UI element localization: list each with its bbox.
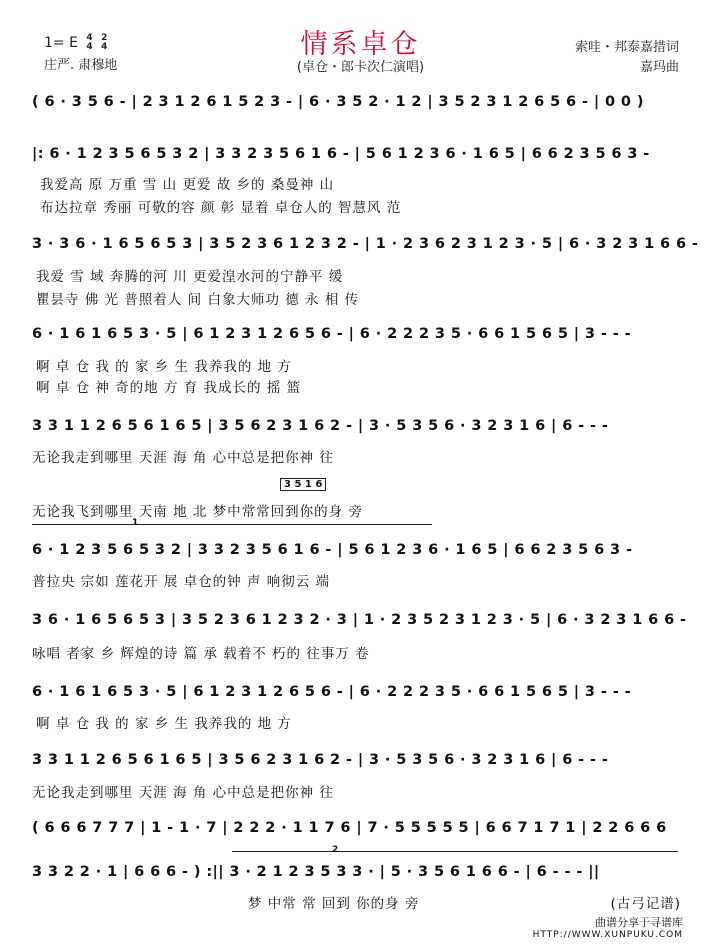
tempo-marking: 庄严. 肃穆地	[44, 58, 118, 73]
lyric-line: 啊 卓 仓 神 奇的地 方 育 我成长的 摇 篮	[36, 380, 302, 396]
notation-line: 3 3 1 1 2 6 5 6 1 6 5 | 3 5 6 2 3 1 6 2 - | 3 · 5 3 5 6 · 3 2 3 1 6 | 6 - - -	[32, 418, 609, 434]
key-signature: 1= E 4 4 2 4	[44, 33, 108, 52]
lyric-line: 瞿昙寺 佛 光 普照着人 间 白象大师功 德 永 相 传	[36, 292, 360, 308]
lyric-line: 咏唱 者家 乡 辉煌的诗 篇 承 载着不 朽的 往事万 卷	[32, 646, 370, 662]
notation-line: 3 3 2 2 · 1 | 6 6 6 - ) :|| 3 · 2 1 2 3 5 3 3 · | 5 · 3 5 6 1 6 6 - | 6 - - - ||	[32, 864, 600, 880]
lyric-line: 普拉央 宗如 莲花开 展 卓仓的钟 声 响彻云 端	[32, 574, 331, 590]
notation-line: 3 · 3 6 · 1 6 5 6 5 3 | 3 5 2 3 6 1 2 3 2 - | 1 · 2 3 6 2 3 1 2 3 · 5 | 6 · 3 2 3 1 6 6 -	[32, 236, 699, 252]
lyricist-credit: 索哇・邦泰嘉措词	[574, 40, 679, 55]
lyric-line: 布达拉章 秀丽 可敬的容 颜 彰 显着 卓仓人的 智慧风 范	[40, 200, 402, 216]
lyric-line: 我爱高 原 万重 雪 山 更爱 故 乡的 桑曼神 山	[40, 177, 335, 193]
lyric-line: 啊 卓 仓 我 的 家 乡 生 我养我的 地 方	[36, 716, 292, 732]
volta-number: 1	[132, 518, 139, 528]
notation-line: 6 · 1 6 1 6 5 3 · 5 | 6 1 2 3 1 2 6 5 6 - | 6 · 2 2 2 3 5 · 6 6 1 5 6 5 | 3 - - -	[32, 684, 631, 700]
lyric-line: 梦 中常 常 回到 你的身 旁	[248, 896, 420, 912]
lyric-line: 啊 卓 仓 我 的 家 乡 生 我养我的 地 方	[36, 359, 292, 375]
transcriber-credit: (古弓记谱)	[610, 896, 681, 912]
volta-bracket	[232, 851, 678, 852]
notation-line: 6 · 1 2 3 5 6 5 3 2 | 3 3 2 3 5 6 1 6 - | 5 6 1 2 3 6 · 1 6 5 | 6 6 2 3 5 6 3 -	[32, 542, 633, 558]
notation-line: 6 · 1 6 1 6 5 3 · 5 | 6 1 2 3 1 2 6 5 6 - | 6 · 2 2 2 3 5 · 6 6 1 5 6 5 | 3 - - -	[32, 326, 631, 342]
notation-line: ( 6 · 3 5 6 - | 2 3 1 2 6 1 5 2 3 - | 6 · 3 5 2 · 1 2 | 3 5 2 3 1 2 6 5 6 - | 0 0 )	[32, 94, 644, 110]
performer-note: (卓仓・郎卡次仁演唱)	[296, 60, 425, 75]
lyric-line: 无论我走到哪里 天涯 海 角 心中总是把你神 往	[32, 450, 334, 466]
source-note: 曲谱分享于寻谱库	[595, 916, 683, 929]
volta-number: 2	[332, 845, 339, 855]
lyric-line: 我爱 雪 域 奔腾的河 川 更爱湟水河的宁静平 缓	[36, 269, 344, 285]
composer-credit: 嘉玛曲	[639, 60, 679, 75]
source-url: HTTP://WWW.XUNPUKU.COM	[532, 930, 683, 940]
lyric-line: 无论我飞到哪里 天南 地 北 梦中常常回到你的身 旁	[32, 504, 363, 520]
page-title: 情系卓仓	[300, 29, 421, 60]
ossia-notes: 3 5 1 6	[280, 478, 326, 491]
notation-line: |: 6 · 1 2 3 5 6 5 3 2 | 3 3 2 3 5 6 1 6 - | 5 6 1 2 3 6 · 1 6 5 | 6 6 2 3 5 6 3 -	[32, 146, 650, 162]
notation-line: ( 6 6 6 7 7 7 | 1 - 1 · 7 | 2 2 2 · 1 1 7 6 | 7 · 5 5 5 5 5 | 6 6 7 1 7 1 | 2 2 6 6 6	[32, 820, 667, 836]
notation-line: 3 3 1 1 2 6 5 6 1 6 5 | 3 5 6 2 3 1 6 2 - | 3 · 5 3 5 6 · 3 2 3 1 6 | 6 - - -	[32, 752, 609, 768]
notation-line: 3 6 · 1 6 5 6 5 3 | 3 5 2 3 6 1 2 3 2 · 3 | 1 · 2 3 5 2 3 1 2 3 · 5 | 6 · 3 2 3 1 6 6 -	[32, 612, 687, 628]
volta-bracket	[32, 524, 432, 525]
lyric-line: 无论我走到哪里 天涯 海 角 心中总是把你神 往	[32, 785, 334, 801]
